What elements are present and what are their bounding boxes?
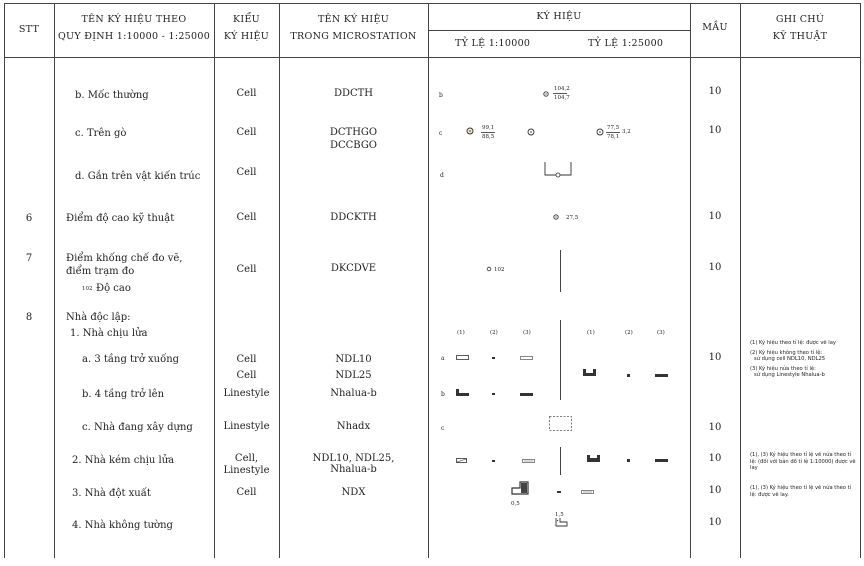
row-moc-thuong-letter: b — [439, 92, 443, 99]
row-8c-name: c. Nhà đang xây dựng — [82, 422, 193, 433]
row-3-type: Cell — [236, 487, 257, 498]
col-label-25000-2: (2) — [625, 330, 633, 336]
row-2-scale-divider — [560, 447, 561, 475]
col-line-4 — [428, 3, 429, 558]
note-fireproof-line-3: sử dụng cell NDL10, NDL25 — [754, 356, 826, 362]
row-2-ms-1: NDL10, NDL25, — [312, 453, 395, 464]
note-protruding: (1), (3) Ký hiệu theo tỉ lệ vẽ nửa theo tỉ lệ: được vẽ lay. — [750, 485, 852, 498]
fireproof-house-25000-scaled-symbol — [583, 369, 597, 377]
nonfireproof-house-25000-half-symbol — [655, 459, 669, 463]
hill-label-2c: 3,2 — [622, 129, 631, 135]
protruding-house-scaled-symbol — [512, 482, 530, 496]
tall-house-half-scaled-symbol — [520, 393, 534, 397]
col-line-6 — [740, 3, 741, 558]
row-6-ms: DDCKTH — [330, 212, 377, 223]
row-gan-tren-type: Cell — [236, 167, 257, 178]
hill-label-1-divider — [481, 132, 495, 133]
row-7-stt: 7 — [25, 253, 33, 264]
col-line-0 — [4, 3, 5, 558]
fireproof-house-25000-half-symbol — [655, 374, 669, 378]
row-6-color: 10 — [708, 211, 722, 222]
header-stt: STT — [18, 24, 40, 35]
protruding-house-dimension: 0,5 — [511, 501, 520, 507]
control-point-symbol — [486, 266, 492, 272]
row-8b-type: Linestyle — [223, 388, 270, 399]
row-4-name: 4. Nhà không tường — [72, 520, 173, 531]
tall-house-scaled-symbol — [456, 389, 470, 397]
technical-elevation-label: 27,5 — [566, 215, 579, 221]
protruding-house-half-symbol — [581, 490, 595, 495]
row-tren-go-ms-1: DCTHGO — [329, 127, 378, 138]
row-3-name: 3. Nhà đột xuất — [72, 488, 151, 499]
fireproof-house-unscaled-symbol — [492, 357, 496, 360]
hill-label-2-divider — [606, 132, 620, 133]
row-7-sub-num: 102 — [82, 286, 93, 292]
header-color: MẦU — [702, 22, 728, 33]
row-tren-go-type: Cell — [236, 127, 257, 138]
row-8a-color: 10 — [708, 352, 722, 363]
fireproof-house-scaled-symbol — [456, 355, 470, 361]
benchmark-label-bottom: 104,7 — [554, 95, 570, 101]
row-2-type-2: Linestyle — [223, 465, 270, 476]
row-8c-letter: c — [441, 425, 445, 432]
row-8c-color: 10 — [708, 422, 722, 433]
row-tren-go-letter: c — [439, 130, 443, 137]
building-benchmark-symbol — [543, 161, 575, 179]
row-8a-type-2: Cell — [236, 370, 257, 381]
row-4-color: 10 — [708, 517, 722, 528]
row-6-stt: 6 — [25, 213, 33, 224]
wallless-house-dimension: 1,5 — [555, 512, 564, 518]
header-type-line1: KIỂU — [233, 14, 260, 25]
fireproof-house-half-scaled-symbol — [520, 356, 534, 361]
hill-label-2a: 77,5 — [607, 125, 620, 131]
note-fireproof — [750, 340, 856, 379]
nonfireproof-house-scaled-symbol — [456, 458, 468, 464]
row-7-name-2: điểm trạm đo — [66, 266, 135, 277]
row-8a-type-1: Cell — [236, 354, 257, 365]
symbol-header-divider — [428, 30, 690, 31]
header-scale-25000: TỶ LỆ 1:25000 — [588, 38, 664, 49]
row-2-type-1: Cell, — [234, 453, 259, 464]
hill-label-1a: 99,1 — [482, 125, 495, 131]
header-type-line2: KÝ HIỆU — [223, 31, 270, 42]
row-8-name-2: 1. Nhà chịu lửa — [70, 328, 148, 339]
row-2-name: 2. Nhà kém chịu lửa — [72, 455, 175, 466]
header-ms-line1: TÊN KÝ HIỆU — [317, 14, 389, 25]
row-7-name-1: Điểm khống chế đo vẽ, — [66, 253, 183, 264]
fireproof-house-25000-unscaled-symbol — [627, 374, 631, 377]
header-symbol: KÝ HIỆU — [536, 11, 582, 22]
under-construction-symbol — [549, 416, 573, 432]
row-2-ms-2: Nhalua-b — [330, 464, 377, 475]
row-8b-letter: b — [441, 391, 445, 398]
nonfireproof-house-unscaled-symbol — [492, 460, 496, 463]
row-8a-letter: a — [441, 355, 445, 362]
row-3-color: 10 — [708, 485, 722, 496]
col-label-25000-1: (1) — [587, 330, 595, 336]
col-line-1 — [54, 3, 55, 558]
hill-benchmark-symbol-3 — [596, 128, 606, 138]
row-6-type: Cell — [236, 212, 257, 223]
header-scale-10000: TỶ LỆ 1:10000 — [455, 38, 531, 49]
row-gan-tren-name: d. Gắn trên vật kiến trúc — [75, 171, 201, 182]
row-tren-go-name: c. Trên gò — [75, 128, 127, 139]
protruding-house-unscaled-symbol — [557, 491, 562, 494]
header-notes-line1: GHI CHÚ — [775, 14, 825, 25]
benchmark-label-divider — [553, 93, 567, 94]
row-8-stt: 8 — [25, 312, 33, 323]
row-3-ms: NDX — [341, 487, 366, 498]
tall-house-unscaled-symbol — [492, 393, 496, 396]
hill-label-2b: 78,1 — [607, 134, 620, 140]
col-label-10000-1: (1) — [457, 330, 465, 336]
col-line-7 — [860, 3, 861, 558]
header-name-line2: QUY ĐỊNH 1:10000 - 1:25000 — [57, 31, 211, 42]
hill-benchmark-symbol-2 — [527, 128, 537, 138]
note-fireproof-line-1: (1) Ký hiệu theo tỉ lệ: được vẽ lay — [750, 340, 836, 346]
header-name-line1: TÊN KÝ HIỆU THEO — [81, 14, 187, 25]
hill-benchmark-symbol-1 — [466, 127, 476, 137]
hill-label-1b: 88,5 — [482, 134, 495, 140]
row-2-color: 10 — [708, 453, 722, 464]
technical-elevation-symbol — [553, 214, 561, 222]
row-moc-thuong-type: Cell — [236, 88, 257, 99]
row-7-ms: DKCDVE — [330, 263, 377, 274]
col-label-10000-3: (3) — [523, 330, 531, 336]
row-tren-go-color: 10 — [708, 125, 722, 136]
row-moc-thuong-color: 10 — [708, 86, 722, 97]
row-7-scale-divider — [560, 250, 561, 292]
row-8a-name: a. 3 tầng trở xuống — [82, 354, 180, 365]
note-fireproof-line-5: sử dụng Linestyle Nhalua-b — [754, 372, 825, 378]
row-tren-go-ms-2: DCCBGO — [329, 140, 378, 151]
header-bottom-border — [4, 57, 860, 58]
col-label-10000-2: (2) — [490, 330, 498, 336]
benchmark-label-top: 104,2 — [554, 86, 570, 92]
row-8b-ms: Nhalua-b — [330, 388, 377, 399]
nonfireproof-house-half-symbol — [522, 459, 536, 464]
col-label-25000-3: (3) — [657, 330, 665, 336]
table-top-border — [4, 3, 860, 4]
row-8-scale-divider — [560, 320, 561, 400]
row-8b-name: b. 4 tầng trở lên — [82, 389, 165, 400]
nonfireproof-house-25000-scaled-symbol — [587, 455, 601, 463]
header-notes-line2: KỸ THUẬT — [772, 31, 828, 42]
row-7-type: Cell — [236, 264, 257, 275]
row-8-name-1: Nhà độc lập: — [66, 312, 131, 323]
row-moc-thuong-ms: DDCTH — [333, 88, 374, 99]
note-fireproof-line-4: (3) Ký hiệu nửa theo tỉ lệ: — [750, 365, 816, 372]
note-nonfireproof: (1), (3) Ký hiệu theo tỉ lệ vẽ nửa theo tỉ lệ: (đối với bản đồ tỉ lệ 1:10000) được vẽ lay — [750, 452, 856, 471]
row-8c-ms: Nhadx — [336, 421, 371, 432]
row-gan-tren-letter: d — [440, 172, 444, 179]
header-ms-line2: TRONG MICROSTATION — [290, 31, 417, 42]
row-8a-ms-2: NDL25 — [335, 370, 372, 381]
row-7-color: 10 — [708, 262, 722, 273]
nonfireproof-house-25000-unscaled-symbol — [627, 459, 631, 462]
wallless-house-symbol — [555, 518, 569, 528]
row-7-sub: Độ cao — [96, 283, 131, 294]
benchmark-symbol — [543, 91, 551, 99]
note-fireproof-line-2: (2) Ký hiệu không theo tỉ lệ: — [750, 349, 823, 356]
control-point-label: 102 — [494, 267, 505, 273]
row-8c-type: Linestyle — [223, 421, 270, 432]
row-8a-ms-1: NDL10 — [335, 354, 372, 365]
row-6-name: Điểm độ cao kỹ thuật — [66, 213, 175, 224]
row-moc-thuong-name: b. Mốc thường — [75, 90, 149, 101]
